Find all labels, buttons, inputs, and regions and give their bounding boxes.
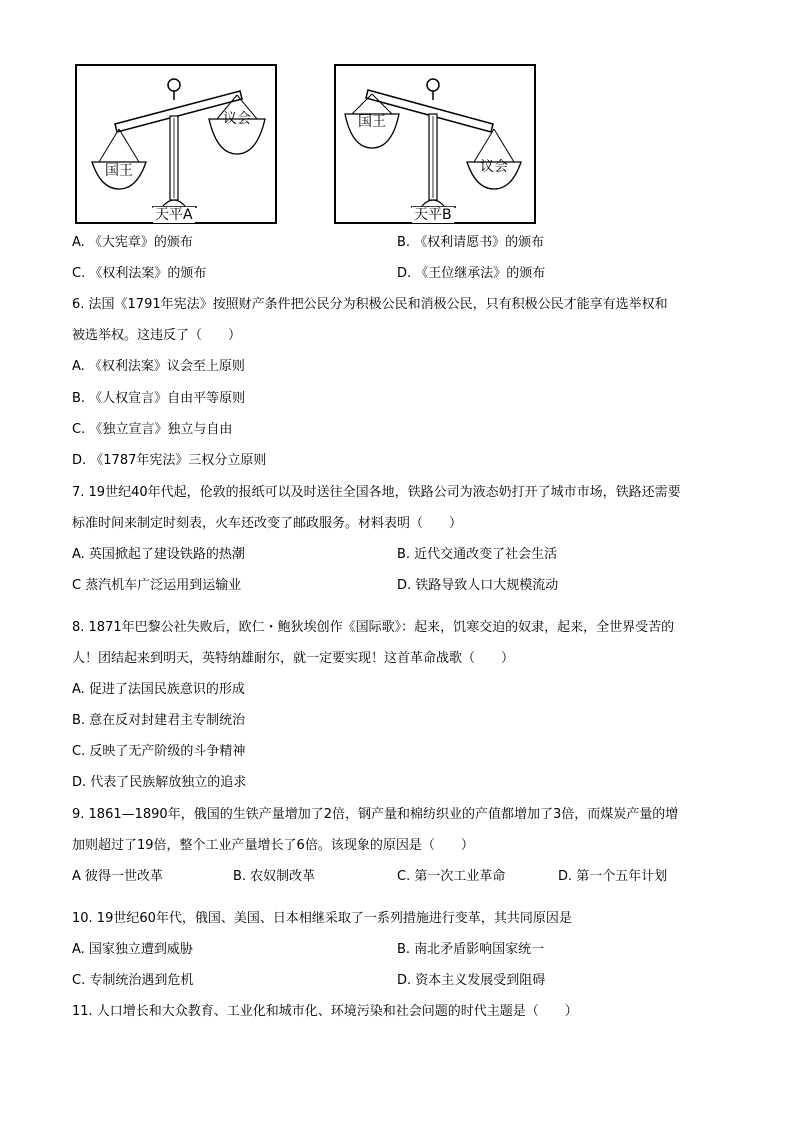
q8-stem-line1: 8. 1871年巴黎公社失败后，欧仁・鲍狄埃创作《国际歌》：起来，饥寒交迫的奴隶，起来，全世界受苦的 bbox=[72, 620, 675, 635]
q10-stem-line1: 10. 19世纪60年代，俄国、美国、日本相继采取了一系列措施进行变革，其共同原因是 bbox=[72, 911, 572, 926]
q10-option-b: B. 南北矛盾影响国家统一 bbox=[397, 942, 545, 957]
balance-caption-b: 天平B bbox=[414, 207, 452, 223]
q7-stem-line2: 标准时间来制定时刻表，火车还改变了邮政服务。材料表明（ ） bbox=[72, 516, 463, 531]
q10-option-c: C. 专制统治遇到危机 bbox=[72, 973, 194, 988]
q6-option-d: D. 《1787年宪法》三权分立原则 bbox=[72, 453, 267, 468]
q7-option-c: C 蒸汽机车广泛运用到运输业 bbox=[72, 578, 242, 593]
q5-option-d: D. 《王位继承法》的颁布 bbox=[397, 266, 546, 281]
q7-option-a: A. 英国掀起了建设铁路的热潮 bbox=[72, 547, 245, 562]
q8-option-d: D. 代表了民族解放独立的追求 bbox=[72, 775, 247, 790]
q10-option-d: D. 资本主义发展受到阻碍 bbox=[397, 973, 546, 988]
q6-option-b: B. 《人权宣言》自由平等原则 bbox=[72, 391, 246, 406]
pan-label-parliament-a: 议会 bbox=[223, 111, 251, 127]
q6-option-c: C. 《独立宣言》独立与自由 bbox=[72, 422, 233, 437]
q9-option-a: A 彼得一世改革 bbox=[72, 869, 164, 884]
q5-option-b: B. 《权利请愿书》的颁布 bbox=[397, 235, 545, 250]
q7-option-d: D. 铁路导致人口大规模流动 bbox=[397, 578, 559, 593]
balance-figure-a bbox=[75, 64, 277, 224]
q6-stem-line2: 被选举权。这违反了（ ） bbox=[72, 328, 242, 343]
q8-option-c: C. 反映了无产阶级的斗争精神 bbox=[72, 744, 246, 759]
balance-scale-b-drawing bbox=[336, 66, 534, 222]
pan-label-king-b: 国王 bbox=[358, 114, 386, 130]
pan-label-king-a: 国王 bbox=[105, 163, 133, 179]
q10-option-a: A. 国家独立遭到威胁 bbox=[72, 942, 193, 957]
q11-stem-line1: 11. 人口增长和大众教育、工业化和城市化、环境污染和社会问题的时代主题是（ ） bbox=[72, 1004, 578, 1019]
q6-stem-line1: 6. 法国《1791年宪法》按照财产条件把公民分为积极公民和消极公民，只有积极公民才能享有选举权和 bbox=[72, 297, 668, 312]
q8-stem-line2: 人！团结起来到明天，英特纳雄耐尔，就一定要实现！这首革命战歌（ ） bbox=[72, 651, 515, 666]
q6-option-a: A. 《权利法案》议会至上原则 bbox=[72, 359, 245, 374]
balance-figure-b bbox=[334, 64, 536, 224]
q7-option-b: B. 近代交通改变了社会生活 bbox=[397, 547, 558, 562]
q5-option-a: A. 《大宪章》的颁布 bbox=[72, 235, 193, 250]
q9-option-c: C. 第一次工业革命 bbox=[397, 869, 506, 884]
q9-stem-line2: 加则超过了19倍，整个工业产量增长了6倍。该现象的原因是（ ） bbox=[72, 838, 474, 853]
q8-option-b: B. 意在反对封建君主专制统治 bbox=[72, 713, 246, 728]
q9-stem-line1: 9. 1861—1890年，俄国的生铁产量增加了2倍，钢产量和棉纺织业的产值都增加了3倍，而煤炭产量的增 bbox=[72, 807, 679, 822]
pan-label-parliament-b: 议会 bbox=[480, 159, 508, 175]
balance-caption-a: 天平A bbox=[155, 207, 193, 223]
balance-scale-a-drawing bbox=[77, 66, 275, 222]
q7-stem-line1: 7. 19世纪40年代起，伦敦的报纸可以及时送往全国各地，铁路公司为液态奶打开了城市市场，铁路还需要 bbox=[72, 485, 681, 500]
q9-option-b: B. 农奴制改革 bbox=[233, 869, 316, 884]
q9-option-d: D. 第一个五年计划 bbox=[558, 869, 668, 884]
q5-option-c: C. 《权利法案》的颁布 bbox=[72, 266, 207, 281]
q8-option-a: A. 促进了法国民族意识的形成 bbox=[72, 682, 245, 697]
